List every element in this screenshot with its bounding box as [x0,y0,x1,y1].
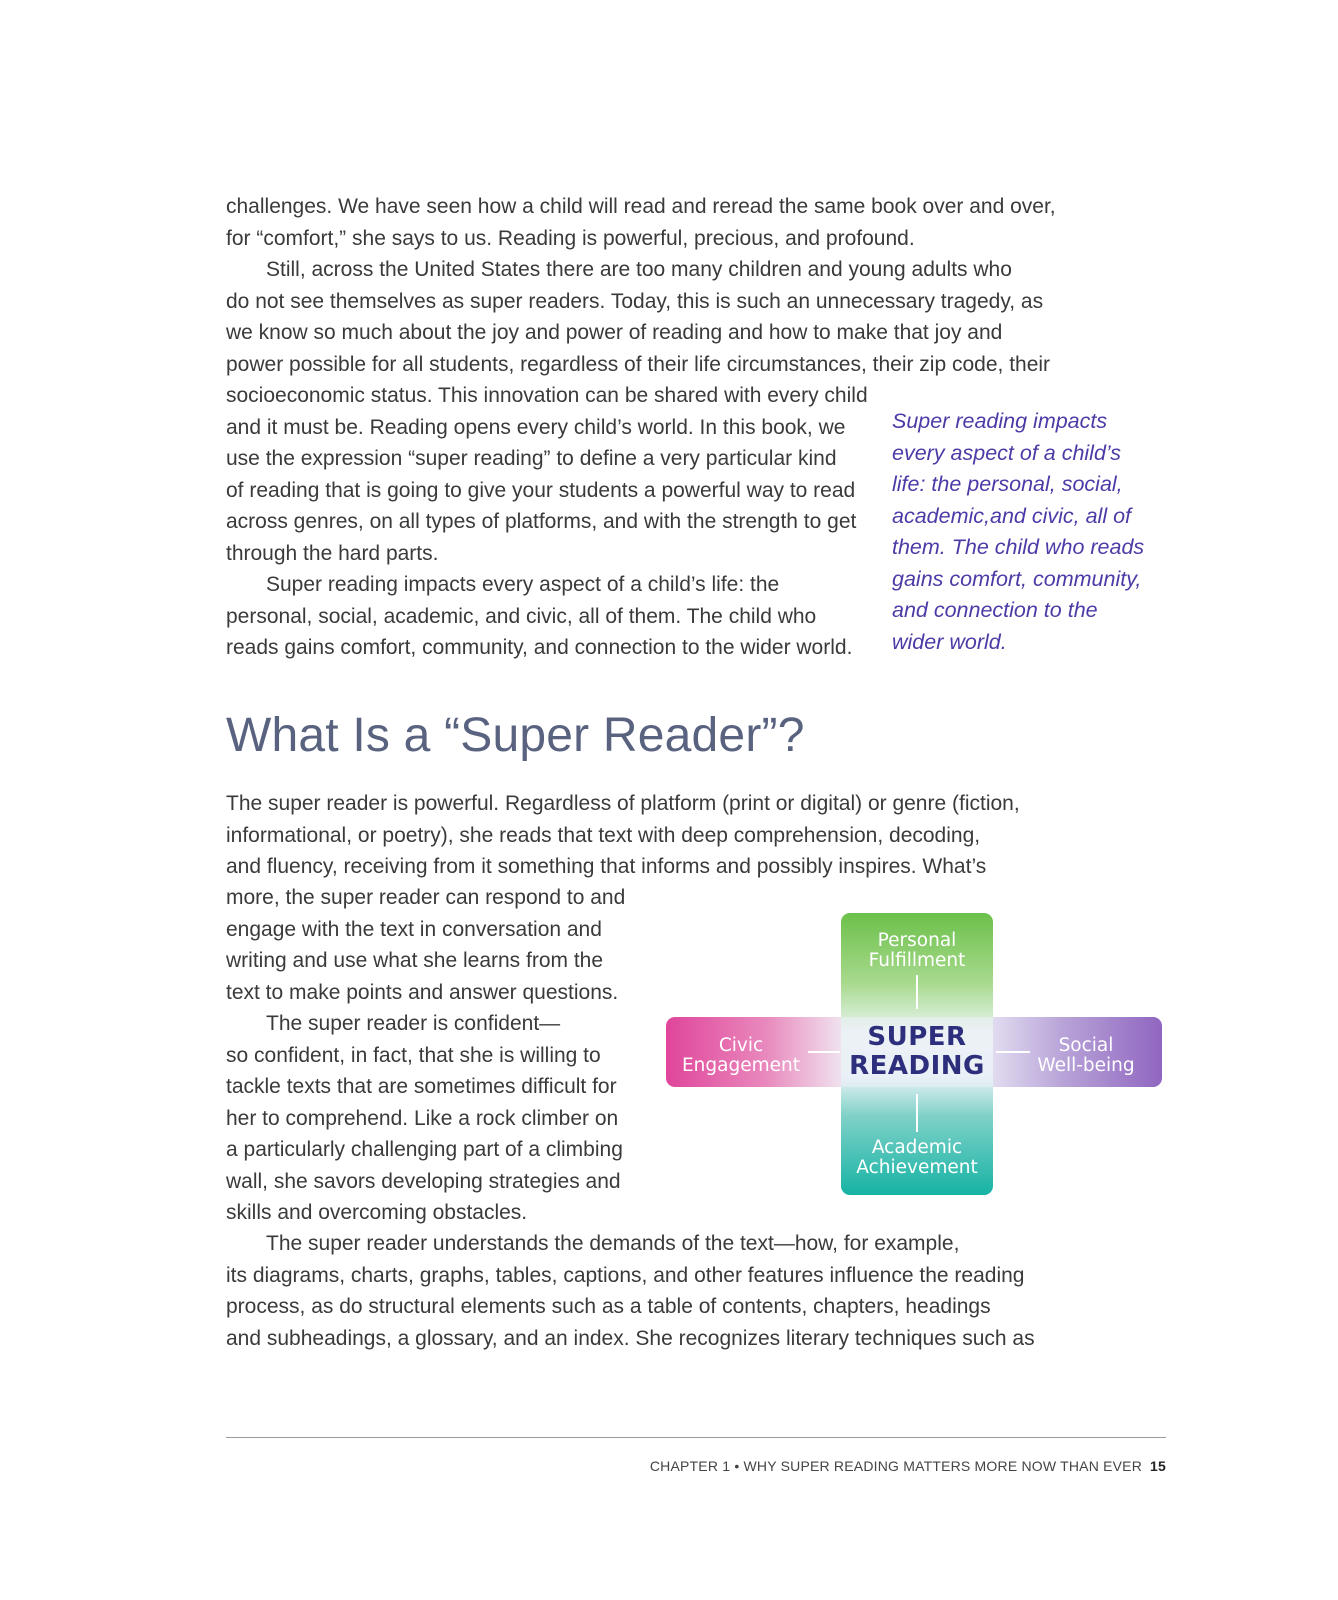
text-line: Super reading impacts every aspect of a child’s life: the [266,573,780,596]
text-line: text to make points and answer questions. [226,980,619,1004]
label-social-well-being [1006,1036,1166,1076]
super-reading-title [841,1023,993,1081]
paragraph [226,1228,1086,1354]
text-line: process, as do structural elements such as a table of contents, chapters, headings [226,1295,991,1318]
title-line: READING [849,1051,985,1081]
paragraph [226,191,1086,254]
pull-quote-line: academic,and civic, all of [892,503,1131,528]
text-line: The super reader is powerful. Regardless of platform (print or digital) or genre (fiction, [226,792,1020,815]
paragraph [226,569,866,664]
pull-quote-line: Super reading impacts [892,409,1108,433]
page-number: 15 [1150,1458,1166,1474]
text-line: a particularly challenging part of a climbing [226,1138,623,1161]
label-line: Engagement [681,1055,800,1076]
paragraph [226,882,656,1008]
paragraph [226,1008,656,1229]
label-civic-engagement [666,1036,816,1076]
pull-quote-line: wider world. [892,629,1007,654]
text-line: tackle texts that are sometimes difficult for [226,1075,617,1098]
section-text-tail [226,1228,1086,1354]
text-line: Still, across the United States there are too many children and young adults who [266,258,1012,281]
text-line: challenges. We have seen how a child will read and reread the same book over and over, [226,195,1056,218]
label-line: Well-being [1037,1055,1135,1076]
intro-text-narrow [226,380,866,664]
text-line: we know so much about the joy and power of reading and how to make that joy and [226,321,1003,344]
text-line: use the expression “super reading” to define a very particular kind [226,447,837,470]
text-line: through the hard parts. [226,541,439,565]
connector-bottom [916,1094,918,1132]
pull-quote [892,406,1192,658]
text-line: across genres, on all types of platforms, and with the strength to get [226,510,857,533]
text-line: for “comfort,” she says to us. Reading is powerful, precious, and profound. [226,226,915,250]
pull-quote-line: them. The child who reads [892,535,1145,559]
section-text-narrow [226,882,656,1229]
pull-quote-line: life: the personal, social, [892,472,1123,496]
pull-quote-line: every aspect of a child’s [892,440,1122,465]
section-text-wide [226,788,1086,883]
footer-rule [226,1437,1166,1438]
text-line: of reading that is going to give your students a powerful way to read [226,478,856,502]
text-line: The super reader is confident— [266,1012,561,1035]
text-line: its diagrams, charts, graphs, tables, captions, and other features influence the reading [226,1263,1025,1287]
text-line: personal, social, academic, and civic, all of them. The child who [226,604,817,628]
section-heading: What Is a “Super Reader”? [226,709,805,762]
running-head: CHAPTER 1 • WHY SUPER READING MATTERS MORE NOW THAN EVER [649,1458,1143,1474]
paragraph [226,254,1086,380]
text-line: do not see themselves as super readers. Today, this is such an unnecessary tragedy, as [226,289,1044,313]
text-line: so confident, in fact, that she is willing to [226,1043,601,1067]
text-line: socioeconomic status. This innovation can be shared with every child [226,384,868,407]
label-line: Academic [871,1137,963,1158]
label-line: Fulfillment [868,950,966,971]
text-line: skills and overcoming obstacles. [226,1201,528,1224]
label-line: Personal [877,930,957,951]
text-line: more, the super reader can respond to and [226,886,626,909]
label-line: Social [1058,1035,1114,1056]
pull-quote-line: gains comfort, community, [892,566,1142,591]
text-line: her to comprehend. Like a rock climber on [226,1106,619,1130]
super-reading-diagram [666,913,1162,1195]
label-line: Civic [718,1035,764,1056]
text-line: and fluency, receiving from it something that informs and possibly inspires. What’s [226,855,987,878]
text-line: The super reader understands the demands of the text—how, for example, [266,1232,960,1255]
text-line: reads gains comfort, community, and connection to the wider world. [226,636,853,659]
connector-top [916,975,918,1009]
page-footer [650,1458,1166,1474]
label-personal-fulfillment [841,931,993,971]
label-line: Achievement [856,1157,978,1178]
text-line: wall, she savors developing strategies and [226,1169,621,1193]
text-line: and subheadings, a glossary, and an index. She recognizes literary techniques such as [226,1326,1035,1350]
paragraph [226,380,866,569]
label-academic-achievement [841,1138,993,1178]
text-line: informational, or poetry), she reads that text with deep comprehension, decoding, [226,823,981,847]
paragraph [226,788,1086,883]
text-line: writing and use what she learns from the [226,949,604,972]
pull-quote-line: and connection to the [892,598,1098,622]
text-line: and it must be. Reading opens every child’s world. In this book, we [226,415,846,439]
text-line: engage with the text in conversation and [226,917,602,941]
title-line: SUPER [867,1022,967,1052]
text-line: power possible for all students, regardless of their life circumstances, their zip code, their [226,352,1051,376]
intro-text-wide [226,191,1086,380]
